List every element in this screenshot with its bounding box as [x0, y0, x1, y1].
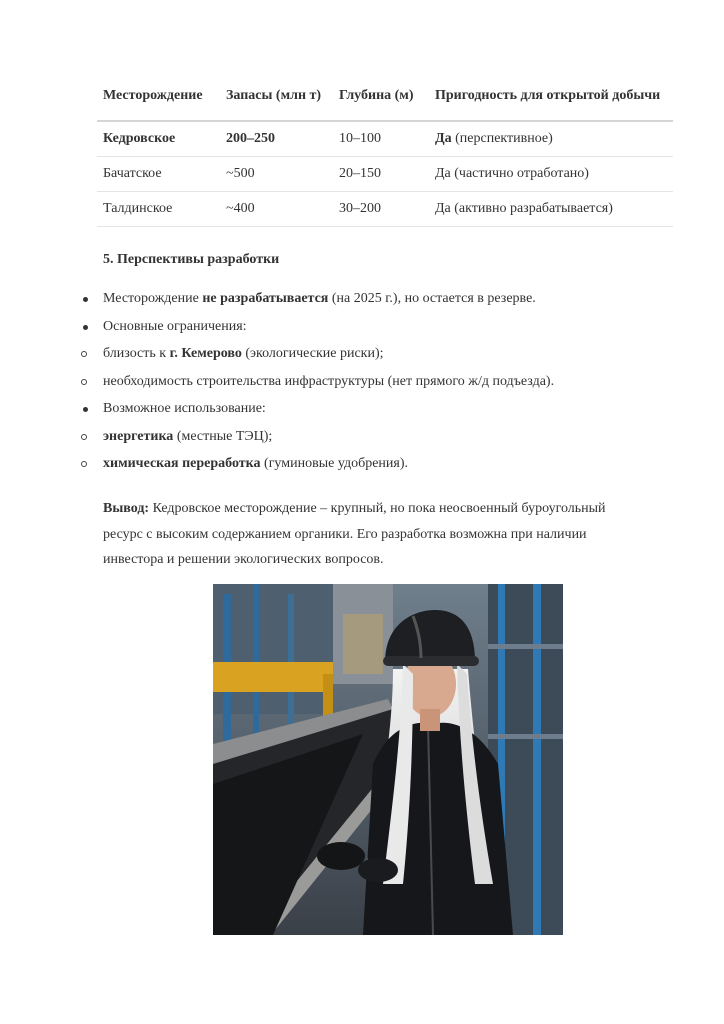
cell-deposit-name: Бачатское	[97, 157, 220, 192]
list-item-text: Основные ограничения:	[103, 318, 247, 334]
list-item	[0, 452, 554, 480]
circle-bullet-icon	[81, 461, 87, 467]
list-item-text: (на 2025 г.), но остается в резерве.	[328, 291, 536, 306]
section-heading: 5. Перспективы разработки	[103, 252, 280, 267]
header-deposit: Месторождение	[97, 72, 220, 121]
list-item	[0, 287, 554, 315]
list-item-text: необходимость строительства инфраструктуры (нет прямого ж/д подъезда).	[103, 373, 555, 389]
cell-open-pit-note: (перспективное)	[451, 131, 553, 146]
bullet-icon	[83, 297, 88, 302]
cell-reserves: ~500	[220, 157, 333, 192]
bullet-icon	[83, 325, 88, 330]
cell-open-pit	[429, 121, 673, 157]
list-item-bold: энергетика	[103, 428, 174, 444]
list-item-text: Месторождение	[103, 291, 203, 306]
list-item	[0, 370, 554, 398]
table-header-row	[97, 72, 673, 121]
table-row	[97, 121, 673, 157]
list-item	[0, 425, 554, 453]
cell-depth: 30–200	[333, 192, 429, 227]
list-item-bold: г. Кемерово	[169, 346, 242, 361]
list-item-text: (гуминовые удобрения).	[260, 456, 408, 471]
list-item-text: (экологические риски);	[241, 346, 384, 361]
cell-deposit-name: Талдинское	[97, 192, 220, 227]
list-item-bold: не разрабатывается	[202, 291, 329, 306]
circle-bullet-icon	[81, 379, 87, 385]
cell-open-pit: Да (активно разрабатывается)	[429, 192, 673, 227]
list-item-text: (местные ТЭЦ);	[173, 428, 273, 444]
cell-open-pit: Да (частично отработано)	[429, 157, 673, 192]
list-item	[0, 397, 554, 425]
cell-reserves: 200–250	[220, 121, 333, 157]
cell-deposit-name: Кедровское	[97, 121, 220, 157]
deposits-table	[97, 72, 673, 227]
industrial-photo	[213, 584, 563, 935]
cell-open-pit-answer: Да	[435, 131, 452, 146]
conclusion-paragraph	[103, 496, 643, 573]
list-item	[0, 315, 554, 343]
list-item-bold: химическая переработка	[103, 456, 261, 471]
photo-illustration	[213, 584, 563, 935]
list-item-text: Возможное использование:	[103, 401, 266, 416]
conclusion-label: Вывод:	[103, 501, 150, 516]
circle-bullet-icon	[81, 351, 87, 357]
circle-bullet-icon	[81, 434, 87, 440]
conclusion-text: Кедровское месторождение – крупный, но пока неосвоенный буроугольный ресурс с высоким содержанием органики. Его разработка возможна при наличии инвестора и решении экологических вопросов.	[103, 501, 606, 567]
list-item-text: близость к	[103, 346, 170, 361]
cell-reserves: ~400	[220, 192, 333, 227]
table-row	[97, 192, 673, 227]
cell-depth: 10–100	[333, 121, 429, 157]
bullet-icon	[83, 407, 88, 412]
prospects-list	[0, 287, 554, 480]
header-reserves: Запасы (млн т)	[220, 72, 333, 121]
cell-depth: 20–150	[333, 157, 429, 192]
header-depth: Глубина (м)	[333, 72, 429, 121]
header-open-pit: Пригодность для открытой добычи	[429, 72, 673, 121]
table-row	[97, 157, 673, 192]
list-item	[0, 342, 554, 370]
